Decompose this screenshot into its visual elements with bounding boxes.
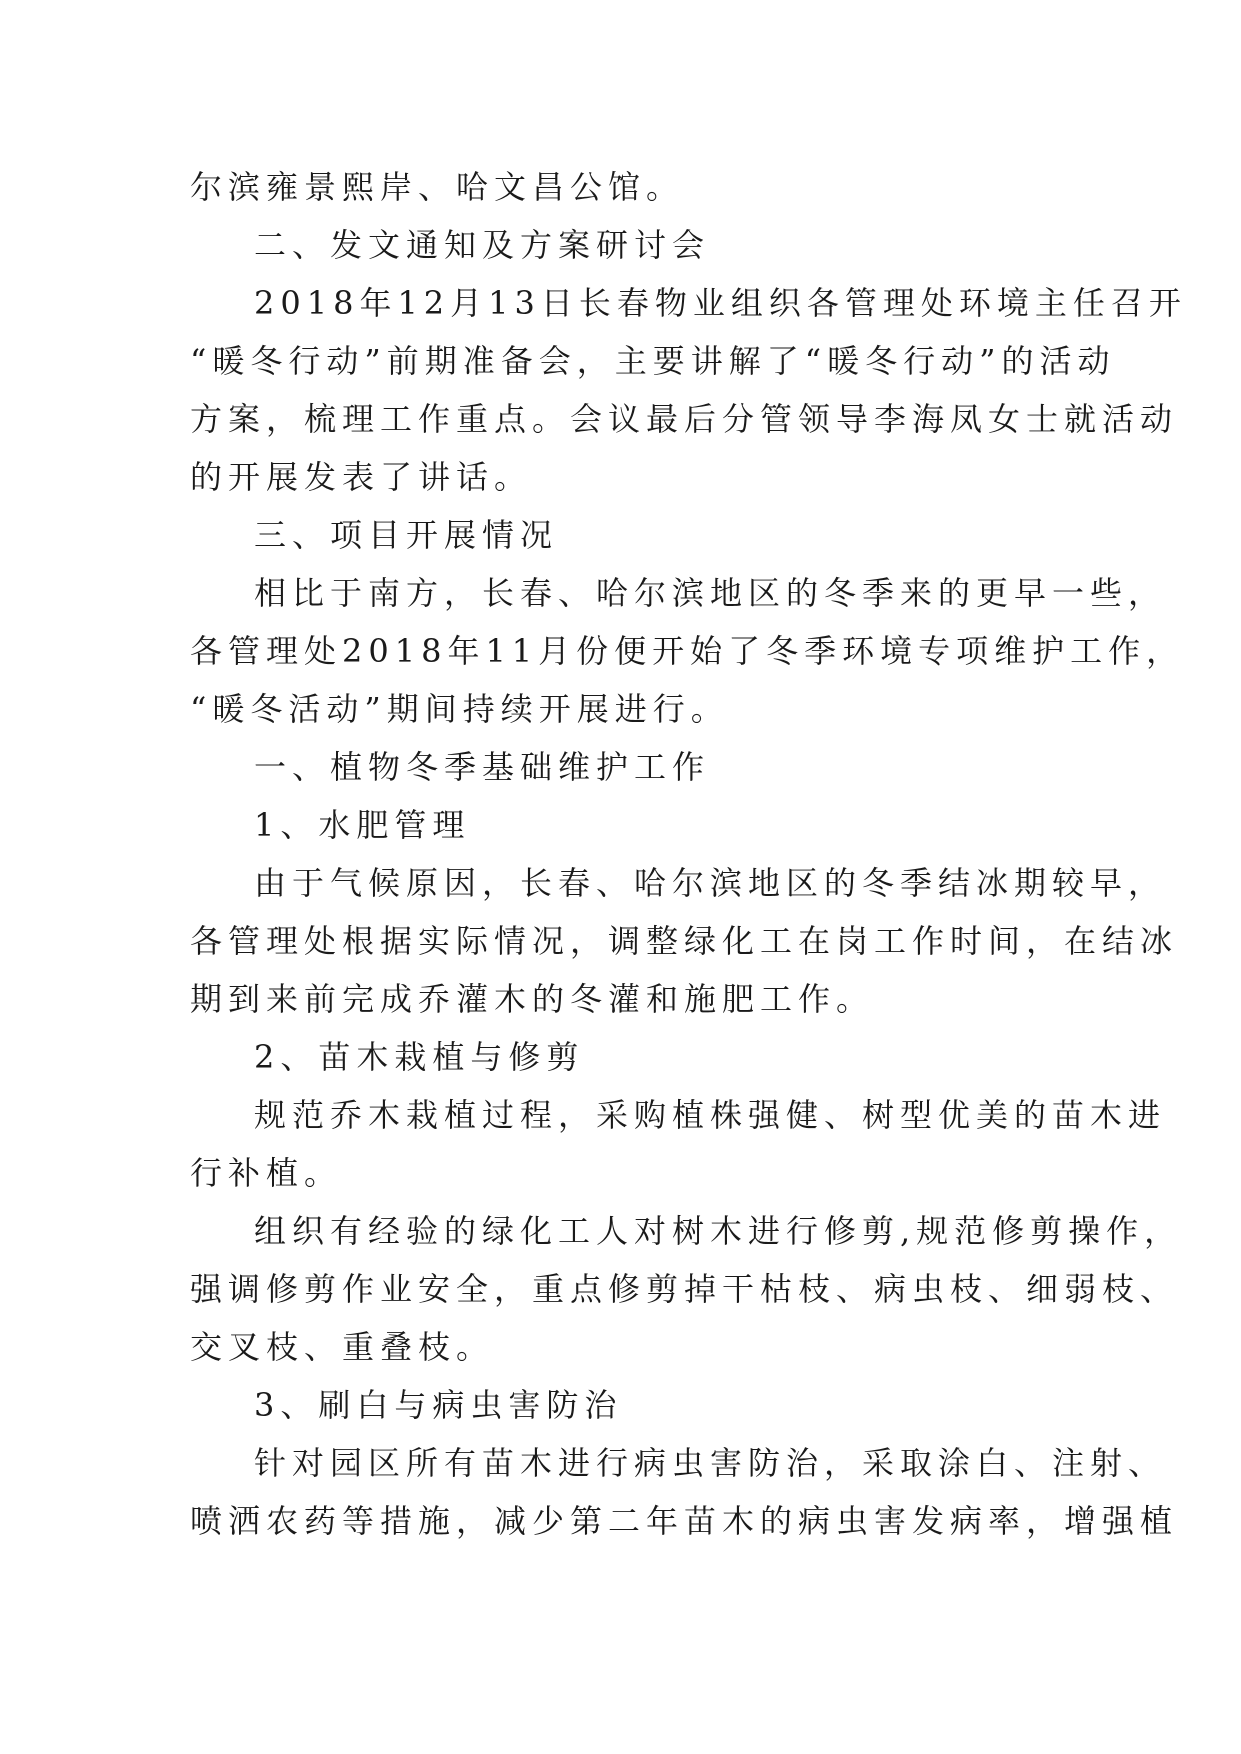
- paragraph-line: 各管理处根据实际情况，调整绿化工在岗工作时间，在结冰: [190, 922, 1179, 960]
- subsection-heading: 3、刷白与病虫害防治: [254, 1386, 623, 1424]
- paragraph-line: 各管理处2018年11月份便开始了冬季环境专项维护工作，: [190, 632, 1185, 670]
- paragraph-line: 期到来前完成乔灌木的冬灌和施肥工作。: [190, 980, 875, 1018]
- subsection-heading: 2、苗木栽植与修剪: [254, 1038, 585, 1076]
- paragraph-line: 强调修剪作业安全，重点修剪掉干枯枝、病虫枝、细弱枝、: [190, 1270, 1179, 1308]
- paragraph-line: 由于气候原因，长春、哈尔滨地区的冬季结冰期较早，: [254, 864, 1167, 902]
- subsection-heading: 1、水肥管理: [254, 806, 471, 844]
- text-line: 尔滨雍景熙岸、哈文昌公馆。: [190, 168, 685, 206]
- section-heading: 二、发文通知及方案研讨会: [254, 226, 711, 264]
- paragraph-line: 行补植。: [190, 1154, 343, 1192]
- section-heading: 一、植物冬季基础维护工作: [254, 748, 711, 786]
- paragraph-line: 组织有经验的绿化工人对树木进行修剪,规范修剪操作，: [254, 1212, 1183, 1250]
- paragraph-line: “暖冬活动”期间持续开展进行。: [190, 690, 729, 728]
- paragraph-line: “暖冬行动”前期准备会，主要讲解了“暖冬行动”的活动: [190, 342, 1116, 380]
- document-page: [190, 158, 1187, 1550]
- paragraph-line: 方案，梳理工作重点。会议最后分管领导李海凤女士就活动: [190, 400, 1179, 438]
- paragraph-line: 的开展发表了讲话。: [190, 458, 533, 496]
- paragraph-line: 喷洒农药等措施，减少第二年苗木的病虫害发病率，增强植: [190, 1502, 1179, 1540]
- section-heading: 三、项目开展情况: [254, 516, 559, 554]
- paragraph-line: 2018年12月13日长春物业组织各管理处环境主任召开: [254, 284, 1187, 322]
- paragraph-line: 针对园区所有苗木进行病虫害防治，采取涂白、注射、: [254, 1444, 1167, 1482]
- paragraph-line: 交叉枝、重叠枝。: [190, 1328, 495, 1366]
- paragraph-line: 相比于南方，长春、哈尔滨地区的冬季来的更早一些，: [254, 574, 1167, 612]
- paragraph-line: 规范乔木栽植过程，采购植株强健、树型优美的苗木进: [254, 1096, 1167, 1134]
